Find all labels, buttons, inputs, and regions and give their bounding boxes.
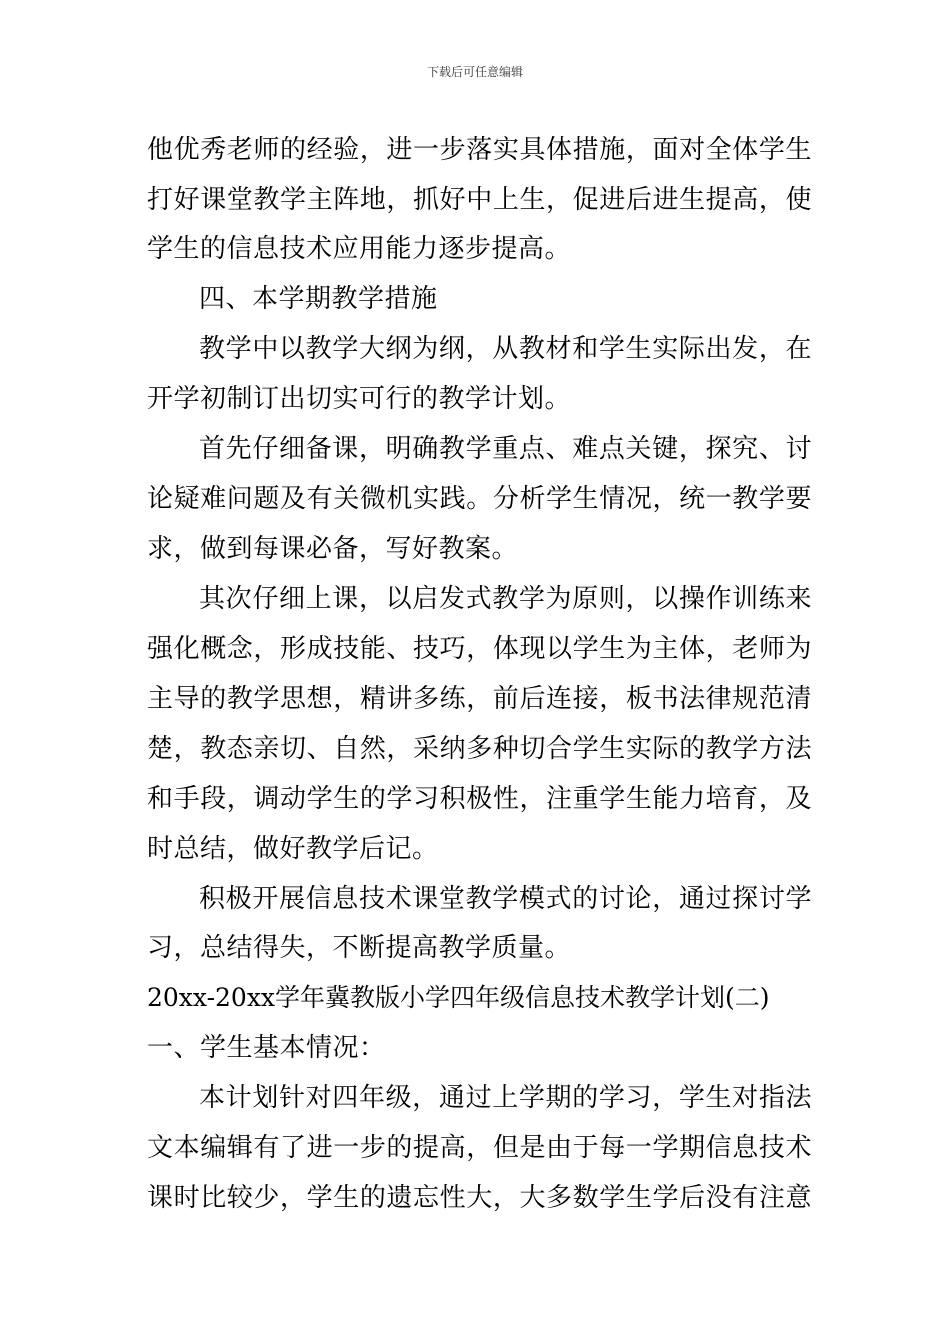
text-line: 主导的教学思想，精讲多练，前后连接，板书法律规范清 xyxy=(147,684,812,714)
text-line: 开学初制订出切实可行的教学计划。 xyxy=(147,384,572,414)
page-header: 下载后可任意编辑 xyxy=(426,65,523,79)
text-line: 他优秀老师的经验，进一步落实具体措施，面对全体学生 xyxy=(147,135,812,165)
text-line: 和手段，调动学生的学习积极性，注重学生能力培育，及 xyxy=(147,784,812,814)
document-title: 20xx-20xx学年冀教版小学四年级信息技术教学计划(二) xyxy=(147,983,770,1012)
text-line: 学生的信息技术应用能力逐步提高。 xyxy=(147,234,572,264)
text-line: 本计划针对四年级，通过上学期的学习，学生对指法 xyxy=(199,1083,812,1113)
text-line: 习，总结得失，不断提高教学质量。 xyxy=(147,933,572,963)
text-line: 其次仔细上课，以启发式教学为原则，以操作训练来 xyxy=(199,584,812,614)
text-line: 强化概念，形成技能、技巧，体现以学生为主体，老师为 xyxy=(147,634,812,664)
text-line: 教学中以教学大纲为纲，从教材和学生实际出发，在 xyxy=(199,334,812,364)
text-line: 课时比较少，学生的遗忘性大，大多数学生学后没有注意 xyxy=(147,1183,812,1213)
text-line: 时总结，做好教学后记。 xyxy=(147,834,439,864)
text-line: 积极开展信息技术课堂教学模式的讨论，通过探讨学 xyxy=(199,884,812,914)
section-heading: 一、学生基本情况： xyxy=(147,1033,386,1063)
text-line: 文本编辑有了进一步的提高，但是由于每一学期信息技术 xyxy=(147,1133,812,1163)
text-line: 求，做到每课必备，写好教案。 xyxy=(147,534,519,564)
text-line: 楚，教态亲切、自然，采纳多种切合学生实际的教学方法 xyxy=(147,734,812,764)
section-heading: 四、本学期教学措施 xyxy=(199,284,438,314)
text-line: 打好课堂教学主阵地，抓好中上生，促进后进生提高，使 xyxy=(147,185,812,215)
text-line: 首先仔细备课，明确教学重点、难点关键，探究、讨 xyxy=(199,434,812,464)
text-line: 论疑难问题及有关微机实践。分析学生情况，统一教学要 xyxy=(147,484,812,514)
